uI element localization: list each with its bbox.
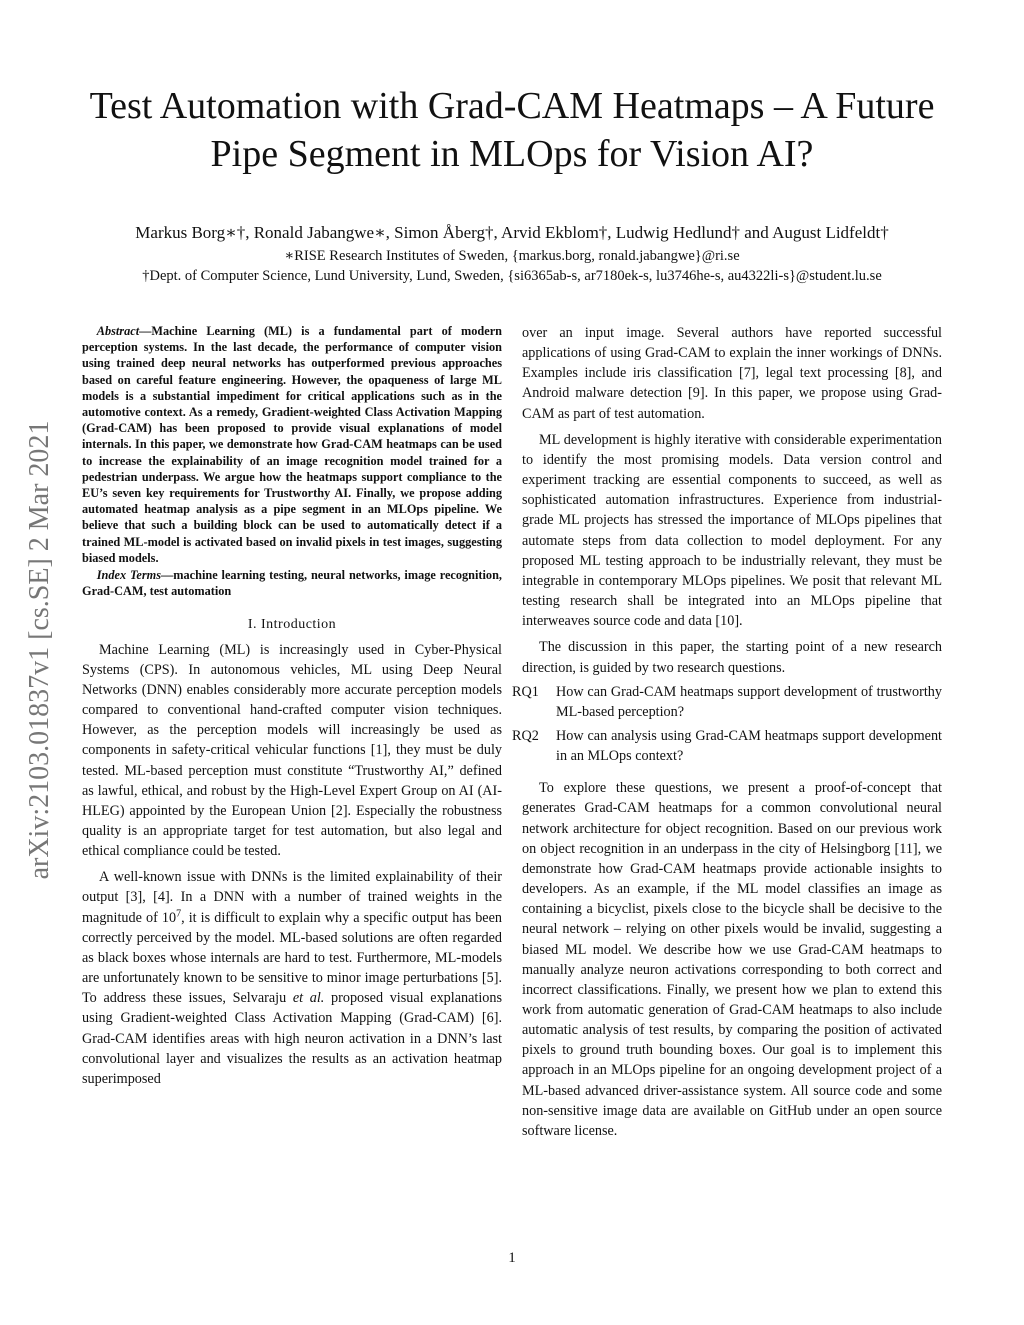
intro-paragraph-2 xyxy=(82,867,502,1089)
abstract-lead: Abstract xyxy=(96,324,140,338)
rq1-text: How can Grad-CAM heatmaps support development of trustworthy ML-based perception? xyxy=(556,683,942,720)
intro-p2-part3: proposed visual explanations using Gradient-weighted Class Activation Mapping (Grad-CAM) [6]. Grad-CAM identifies areas with high neuron activation in a DNN’s last convolutional layer and visualizes the results as an activation heatmap superimposed xyxy=(82,990,502,1087)
arxiv-identifier: arXiv:2103.01837v1 [cs.SE] 2 Mar 2021 xyxy=(24,420,55,880)
et-al: et al. xyxy=(292,990,325,1007)
paper-title: Test Automation with Grad-CAM Heatmaps – A Future Pipe Segment in MLOps for Vision AI? xyxy=(89,85,935,175)
rq2-label: RQ2 xyxy=(512,727,539,744)
intro-p2-part2: , it is difficult to explain why a specific output has been correctly perceived by the model. ML-based solutions are often regarded as black boxes whose internals are hard to test. Furthermore, ML-models are unfortunately known to be sensitive to minor image perturbations [5]. To address these issues, Selvaraju xyxy=(82,909,502,1007)
index-terms xyxy=(82,567,502,599)
author-list: Markus Borg∗†, Ronald Jabangwe∗, Simon Åberg†, Arvid Ekblom†, Ludwig Hedlund† and August Lidfeldt† xyxy=(135,223,889,242)
rq2-text: How can analysis using Grad-CAM heatmaps support development in an MLOps context? xyxy=(556,727,942,765)
intro-paragraph-1: Machine Learning (ML) is increasingly used in Cyber-Physical Systems (CPS). In autonomous vehicles, ML using Deep Neural Networks (DNN) enables considerably more accurate perception models compared to conventional hand-crafted computer vision techniques. However, as the perception models will increasingly be used as components in safety-critical vehicular functions [1], they must be duly tested. ML-based perception must constitute “Trustworthy AI,” defined as lawful, ethical, and robust by the High-Level Expert Group on AI (AI-HLEG) appointed by the European Union [2]. Especially the robustness quality is an appropriate target for test automation, but also legal and ethical compliance could be tested. xyxy=(82,641,502,860)
research-question-2 xyxy=(512,726,942,766)
right-paragraph-3: The discussion in this paper, the starting point of a new research direction, is guided by two research questions. xyxy=(522,639,942,676)
right-paragraph-1: over an input image. Several authors have reported successful applications of using Grad-CAM to explain the inner workings of DNNs. Examples include iris classification [7], legal text processing [8], and Android malware detection [9]. In this paper, we propose using Grad-CAM as part of test automation. xyxy=(522,325,942,422)
affiliation-rise: ∗RISE Research Institutes of Sweden, {markus.borg, ronald.jabangwe}@ri.se xyxy=(284,248,740,264)
intro-p2-part1: A well-known issue with DNNs is the limited explainability of their output [3], [4]. In a DNN with a number of trained weights in the magnitude of 10 xyxy=(82,869,502,926)
right-paragraph-4: To explore these questions, we present a proof-of-concept that generates Grad-CAM heatmaps for a common convolutional neural network architecture for object recognition. Based on our previous work on object recognition in an underpass in the city of Helsingborg [11], we demonstrate how Grad-CAM heatmaps provide actionable insights to developers. As an example, if the ML model classifies an image as containing a bicyclist, pixels close to the bicycle shall be decisive to the neural network – relying on other pixels would be invalid, suggesting a biased ML model. We describe how we use Grad-CAM heatmaps to manually analyze neuron activations corresponding to both correct and incorrect classifications. Finally, we present how we plan to extend this work from automatic generation of Grad-CAM heatmaps to also include automatic analysis of test results, by comparing the position of activated pixels to ground truth bounding boxes. Our goal is to implement this approach in an MLOps pipeline for an ongoing development project of a ML-based advanced driver-assistance system. All source code and some non-sensitive image data are available on GitHub under an open source software license. xyxy=(522,780,942,1139)
index-terms-lead: Index Terms xyxy=(96,568,161,583)
right-paragraph-2: ML development is highly iterative with considerable experimentation to identify the most promising models. Data version control and experiment tracking are essential components to succeed, as well as sophisticated automation infrastructures. Experience from industrial-grade ML projects has stressed the importance of MLOps pipelines that automate steps from data collection to model deployment. For any proposed ML testing approach to be industrially relevant, they must be integrable in contemporary MLOps pipelines. We posit that relevant ML testing research shall be integrated into an MLOps pipeline that interweaves source code and data [10]. xyxy=(522,431,942,630)
section-heading: I. Introduction xyxy=(247,617,337,633)
abstract xyxy=(82,323,502,566)
research-question-1 xyxy=(512,682,942,722)
rq1-label: RQ1 xyxy=(512,683,539,700)
page-number: 1 xyxy=(508,1250,516,1266)
abstract-text: —Machine Learning (ML) is a fundamental part of modern perception systems. In the last decade, the performance of computer vision using trained deep neural networks has outperformed previous approaches based on careful feature engineering. However, the opaqueness of large ML models is a substantial impediment for critical applications such as in the automotive context. As a remedy, Gradient-weighted Class Activation Mapping (Grad-CAM) has been proposed to provide visual explanations of model internals. In this paper, we demonstrate how Grad-CAM heatmaps can be used to increase the explainability of an image recognition model trained for a pedestrian underpass. We argue how the heatmaps support compliance to the EU’s seven key requirements for Trustworthy AI. Finally, we propose adding automated heatmap analysis as a pipe segment in an MLOps pipeline. We believe that such a building block can be used to automatically detect if a trained ML-model is activated based on invalid pixels in test images, suggesting biased models. xyxy=(82,324,502,565)
arxiv-sidebar xyxy=(20,360,60,940)
affiliation-lund: †Dept. of Computer Science, Lund University, Lund, Sweden, {si6365ab-s, ar7180ek-s, lu3746he-s, au4322li-s}@student.lu.se xyxy=(142,268,882,284)
exponent: 7 xyxy=(176,907,182,919)
right-column xyxy=(512,323,942,1141)
index-terms-text: —machine learning testing, neural networks, image recognition, Grad-CAM, test automation xyxy=(82,568,502,599)
left-column xyxy=(82,323,502,1089)
